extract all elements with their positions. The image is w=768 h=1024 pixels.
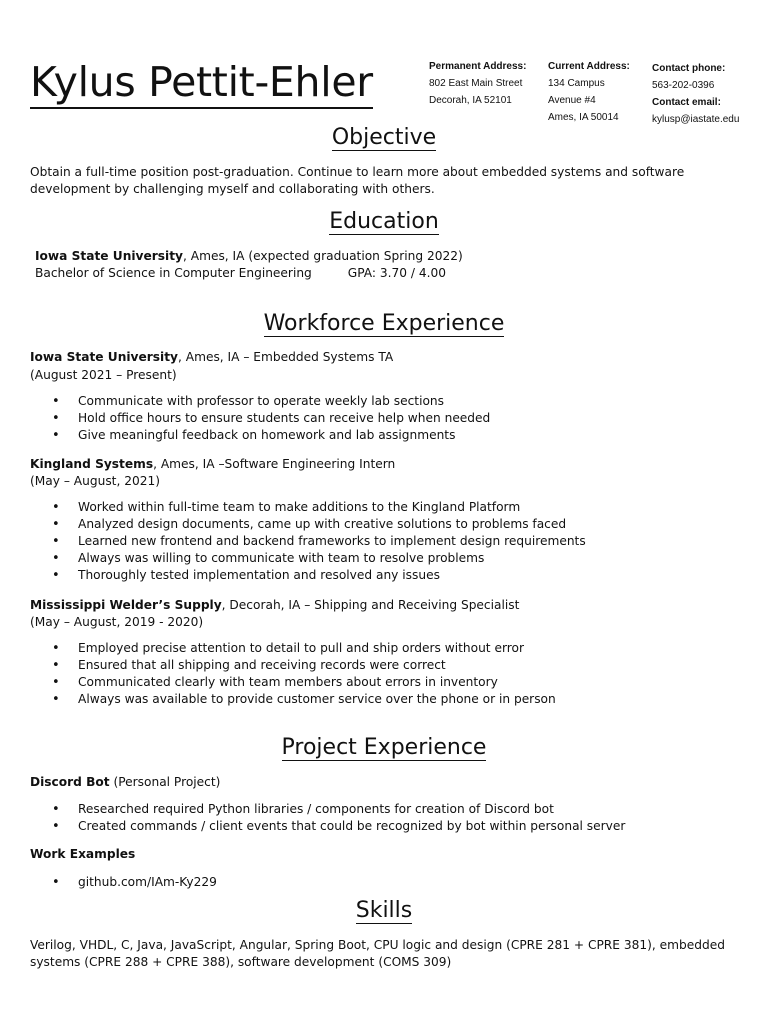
skills-heading-text: Skills (355, 898, 413, 923)
list-item: • Always was available to provide customer service over the phone or in person (52, 691, 556, 708)
list-item: • Communicate with professor to operate weekly lab sections (52, 393, 490, 410)
job-2-dates: (May – August, 2021) (30, 474, 160, 488)
list-item: • Communicated clearly with team members about errors in inventory (52, 674, 556, 691)
education-degree-line (35, 265, 446, 282)
job-3-dates: (May – August, 2019 - 2020) (30, 615, 204, 629)
workforce-heading-text: Workforce Experience (263, 311, 505, 336)
contact-phone: 563-202-0396 (652, 80, 715, 91)
skills-line-2: systems (CPRE 288 + CPRE 388), software development (COMS 309) (30, 955, 452, 969)
job-3-org: Mississippi Welder’s Supply (30, 598, 222, 612)
education-heading-text: Education (329, 209, 439, 234)
contact-phone-label: Contact phone: (652, 63, 726, 74)
objective-line-2: development by challenging myself and collaborating with others. (30, 182, 435, 196)
list-item: • Hold office hours to ensure students can receive help when needed (52, 410, 490, 427)
permanent-address-line1: 802 East Main Street (429, 78, 523, 89)
list-item: • Always was willing to communicate with team to resolve problems (52, 550, 586, 567)
work-examples-title (30, 846, 135, 863)
contact-email-label: Contact email: (652, 97, 721, 108)
workforce-heading (0, 310, 768, 338)
job-1-org: Iowa State University (30, 350, 178, 364)
list-item: • Employed precise attention to detail to pull and ship orders without error (52, 640, 556, 657)
list-item: • Worked within full-time team to make additions to the Kingland Platform (52, 499, 586, 516)
list-item: • Analyzed design documents, came up with creative solutions to problems faced (52, 516, 586, 533)
contact-info (652, 60, 739, 128)
projects-heading (0, 734, 768, 762)
discord-project-name: Discord Bot (30, 775, 110, 789)
education-school-line (35, 248, 463, 265)
list-item: • Researched required Python libraries / components for creation of Discord bot (52, 801, 625, 818)
permanent-address (429, 58, 526, 109)
list-item: • github.com/IAm-Ky229 (52, 874, 217, 891)
education-school: Iowa State University (35, 249, 183, 263)
current-address-line2: Avenue #4 (548, 95, 596, 106)
skills-line-1: Verilog, VHDL, C, Java, JavaScript, Angular, Spring Boot, CPU logic and design (CPRE 281 + CPRE 381), embedded (30, 938, 725, 952)
permanent-address-label: Permanent Address: (429, 61, 527, 72)
objective-heading (0, 124, 768, 152)
job-1-role: , Ames, IA – Embedded Systems TA (177, 350, 394, 364)
job-1-bullets (52, 393, 490, 444)
discord-project-title (30, 774, 220, 791)
list-item: • Learned new frontend and backend frameworks to implement design requirements (52, 533, 586, 550)
resume-name: Kylus Pettit-Ehler (30, 58, 373, 109)
list-item: • Created commands / client events that could be recognized by bot within personal server (52, 818, 625, 835)
current-address (548, 58, 630, 126)
contact-email: kylusp@iastate.edu (652, 114, 740, 125)
permanent-address-line2: Decorah, IA 52101 (429, 95, 512, 106)
list-item: • Ensured that all shipping and receiving records were correct (52, 657, 556, 674)
current-address-label: Current Address: (548, 61, 630, 72)
objective-line-1: Obtain a full-time position post-graduation. Continue to learn more about embedded systems and software (30, 165, 685, 179)
job-2-title (30, 456, 395, 473)
current-address-line3: Ames, IA 50014 (548, 112, 619, 123)
work-examples-label: Work Examples (30, 847, 136, 861)
education-school-detail: , Ames, IA (expected graduation Spring 2022) (182, 249, 463, 263)
projects-heading-text: Project Experience (281, 735, 487, 760)
job-3-title (30, 597, 519, 614)
skills-heading (0, 897, 768, 925)
work-examples-bullets (52, 874, 217, 891)
job-1-dates: (August 2021 – Present) (30, 368, 177, 382)
education-gpa: GPA: 3.70 / 4.00 (347, 266, 447, 280)
discord-project-type: (Personal Project) (109, 775, 221, 789)
list-item: • Thoroughly tested implementation and resolved any issues (52, 567, 586, 584)
job-2-org: Kingland Systems (30, 457, 154, 471)
job-1-title (30, 349, 393, 366)
job-3-bullets (52, 640, 556, 708)
job-2-role: , Ames, IA –Software Engineering Intern (153, 457, 396, 471)
discord-bullets (52, 801, 625, 835)
objective-heading-text: Objective (331, 125, 437, 150)
job-2-bullets (52, 499, 586, 584)
education-heading (0, 208, 768, 236)
education-degree: Bachelor of Science in Computer Engineering (35, 266, 312, 280)
current-address-line1: 134 Campus (548, 78, 605, 89)
list-item: • Give meaningful feedback on homework and lab assignments (52, 427, 490, 444)
job-3-role: , Decorah, IA – Shipping and Receiving Specialist (221, 598, 520, 612)
